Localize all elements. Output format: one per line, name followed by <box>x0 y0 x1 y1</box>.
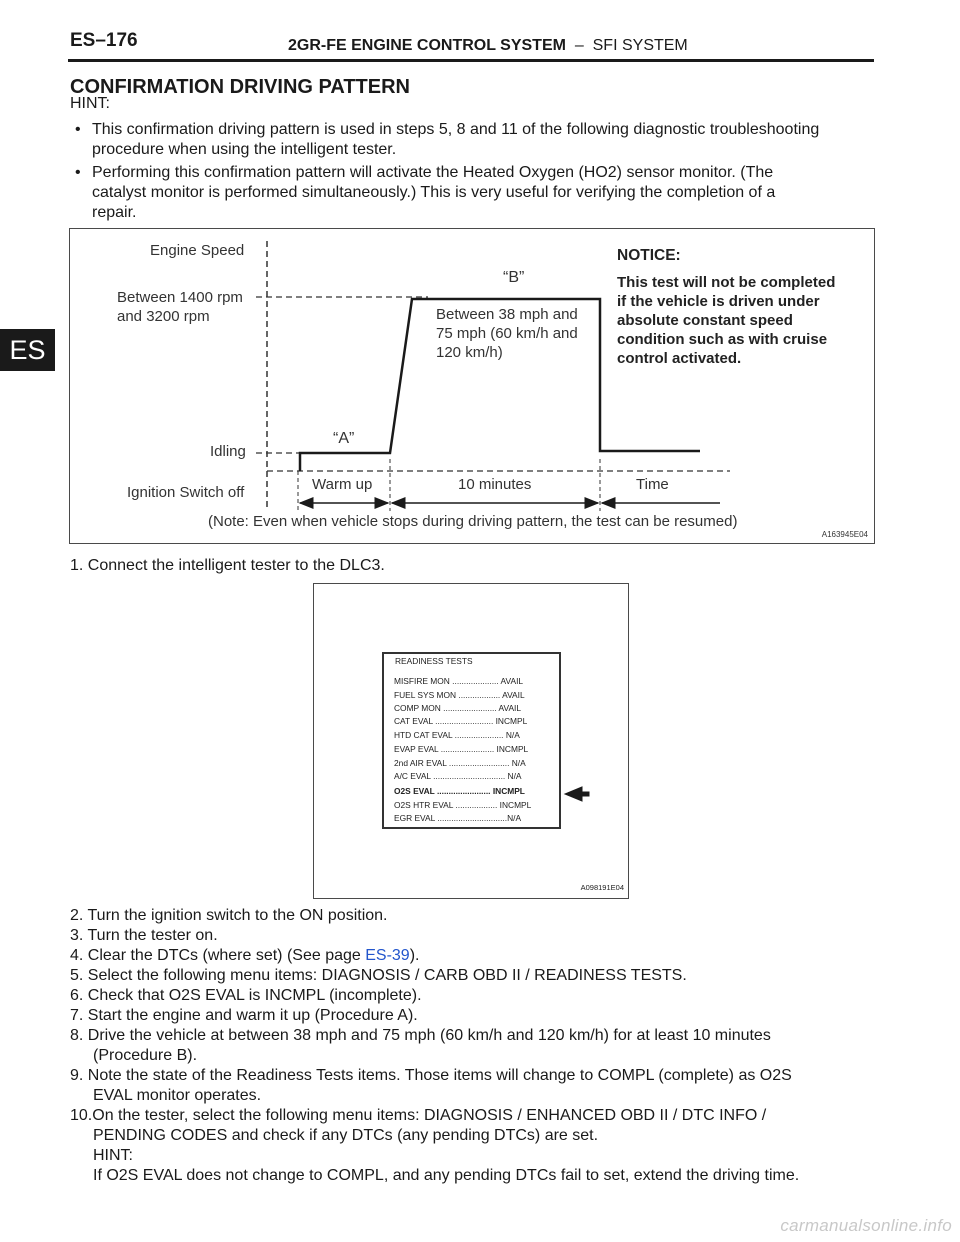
engine-speed-label: Engine Speed <box>150 242 245 259</box>
side-tab: ES <box>0 329 55 371</box>
readiness-row: EVAP EVAL ....................... INCMPL <box>394 744 529 754</box>
notice-line: This test will not be completed <box>617 274 836 291</box>
speed-label-line2: 75 mph (60 km/h and <box>436 325 578 342</box>
speed-label-line3: 120 km/h) <box>436 344 503 361</box>
pointer-arrow-icon <box>565 787 589 801</box>
figure-note: (Note: Even when vehicle stops during driving pattern, the test can be resumed) <box>208 513 738 530</box>
readiness-row: O2S HTR EVAL .................. INCMPL <box>394 800 532 810</box>
header-title-rest: – SFI SYSTEM <box>565 37 688 54</box>
step-4-text: 4. Clear the DTCs (where set) (See page <box>70 947 366 964</box>
warm-up-label: Warm up <box>312 476 373 493</box>
step-10: 10.On the tester, select the following menu items: DIAGNOSIS / ENHANCED OBD II / DTC INFO / <box>70 1107 767 1124</box>
step-8: 8. Drive the vehicle at between 38 mph and 75 mph (60 km/h and 120 km/h) for at least 10 minutes <box>70 1027 771 1044</box>
procedure-steps <box>70 906 875 1186</box>
ignition-off-label: Ignition Switch off <box>127 484 245 501</box>
readiness-tests-diagram <box>314 584 628 898</box>
figure-id: A163945E04 <box>821 530 868 539</box>
speed-label-line1: Between 38 mph and <box>436 306 578 323</box>
step-10-hint-text: If O2S EVAL does not change to COMPL, and any pending DTCs fail to set, extend the driving time. <box>93 1167 800 1184</box>
step-9: 9. Note the state of the Readiness Tests items. Those items will change to COMPL (complete) as O2S <box>70 1067 792 1084</box>
readiness-row-o2s: O2S EVAL ....................... INCMPL <box>394 786 525 796</box>
step-6: 6. Check that O2S EVAL is INCMPL (incomplete). <box>70 987 422 1004</box>
rpm-label-line1: Between 1400 rpm <box>117 289 243 306</box>
step-8-cont: (Procedure B). <box>93 1047 198 1064</box>
time-label: Time <box>636 476 669 493</box>
notice-line: absolute constant speed <box>617 312 793 329</box>
bullet-mark: • <box>75 121 81 138</box>
step-3: 3. Turn the tester on. <box>70 927 218 944</box>
readiness-row: 2nd AIR EVAL .......................... N/A <box>394 758 526 768</box>
header-title-bold: 2GR-FE ENGINE CONTROL SYSTEM <box>288 37 566 54</box>
label-b: “B” <box>503 269 525 286</box>
step-10-hint: HINT: <box>93 1147 133 1164</box>
ten-minutes-label: 10 minutes <box>458 476 532 493</box>
bullet-mark: • <box>75 164 81 181</box>
readiness-tests-figure <box>313 583 629 899</box>
bullet-line: procedure when using the intelligent tester. <box>92 141 397 158</box>
readiness-row: EGR EVAL ..............................N/A <box>394 813 522 823</box>
readiness-row: MISFIRE MON .................... AVAIL <box>394 676 524 686</box>
readiness-row: A/C EVAL ............................... N/A <box>394 771 522 781</box>
screen-title: READINESS TESTS <box>395 656 473 666</box>
page-number: ES–176 <box>70 30 138 51</box>
bullet-line: This confirmation driving pattern is used in steps 5, 8 and 11 of the following diagnostic troubleshooting <box>92 121 820 138</box>
bullet-item <box>70 163 875 223</box>
notice-line: if the vehicle is driven under <box>617 293 820 310</box>
hint-label: HINT: <box>70 95 110 112</box>
watermark: carmanualsonline.info <box>780 1216 952 1235</box>
bullet-line: catalyst monitor is performed simultaneously.) This is very useful for verifying the completion of a <box>92 184 776 201</box>
section-title: CONFIRMATION DRIVING PATTERN <box>70 76 410 98</box>
idling-label: Idling <box>210 443 246 460</box>
driving-pattern-figure <box>69 228 875 544</box>
rpm-label-line2: and 3200 rpm <box>117 308 210 325</box>
readiness-row: HTD CAT EVAL ..................... N/A <box>394 730 520 740</box>
figure-id: A098191E04 <box>580 883 624 892</box>
bullet-item <box>70 120 875 160</box>
step-10-cont: PENDING CODES and check if any DTCs (any pending DTCs) are set. <box>93 1127 599 1144</box>
step-4-end: ). <box>409 947 420 964</box>
notice-title: NOTICE: <box>617 247 681 264</box>
page-link-es39[interactable]: ES-39 <box>365 947 410 964</box>
notice-line: control activated. <box>617 350 742 367</box>
driving-pattern-diagram <box>70 229 874 543</box>
step-2: 2. Turn the ignition switch to the ON position. <box>70 907 388 924</box>
header-title <box>288 37 688 55</box>
label-a: “A” <box>333 430 355 447</box>
step-9-cont: EVAL monitor operates. <box>93 1087 262 1104</box>
readiness-row: CAT EVAL ......................... INCMPL <box>394 716 528 726</box>
bullet-line: repair. <box>92 204 137 221</box>
notice-line: condition such as with cruise <box>617 331 828 348</box>
step-1: 1. Connect the intelligent tester to the DLC3. <box>70 557 385 574</box>
readiness-row: COMP MON ....................... AVAIL <box>394 703 522 713</box>
step-4 <box>70 946 875 966</box>
hint-bullets <box>70 120 875 226</box>
step-5: 5. Select the following menu items: DIAGNOSIS / CARB OBD II / READINESS TESTS. <box>70 967 687 984</box>
step-7: 7. Start the engine and warm it up (Procedure A). <box>70 1007 418 1024</box>
readiness-row: FUEL SYS MON .................. AVAIL <box>394 690 525 700</box>
header-rule <box>68 59 874 62</box>
bullet-line: Performing this confirmation pattern will activate the Heated Oxygen (HO2) sensor monitor. (The <box>92 164 774 181</box>
